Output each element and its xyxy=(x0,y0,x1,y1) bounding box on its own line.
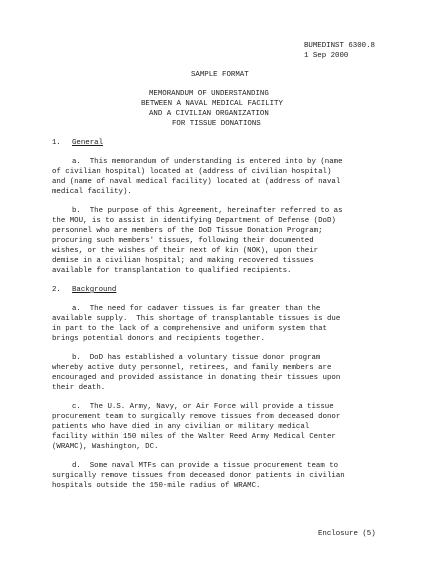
paragraph-line: (WRAMC), Washington, DC. xyxy=(52,443,159,451)
paragraph-line: procurement team to surgically remove tissues from deceased donor xyxy=(52,413,341,421)
paragraph-line: c. The U.S. Army, Navy, or Air Force will provide a tissue xyxy=(72,403,334,411)
paragraph-line: patients who have died in any civilian or military medical xyxy=(52,423,310,431)
paragraph-line: encouraged and provided assistance in donating their tissues upon xyxy=(52,374,341,382)
instruction-number: BUMEDINST 6300.8 xyxy=(304,42,375,50)
title-line: AND A CIVILIAN ORGANIZATION xyxy=(149,110,269,118)
paragraph-line: demise in a civilian hospital; and making recovered tissues xyxy=(52,257,314,265)
paragraph-line: surgically remove tissues from deceased donor patients in civilian xyxy=(52,472,345,480)
paragraph-line: the MOU, is to assist in identifying Department of Defense (DoD) xyxy=(52,217,336,225)
paragraph-line: of civilian hospital) located at (address of civilian hospital) xyxy=(52,168,332,176)
title-line: MEMORANDUM OF UNDERSTANDING xyxy=(149,90,269,98)
paragraph-line: facility within 150 miles of the Walter Reed Army Medical Center xyxy=(52,433,336,441)
paragraph-line: a. This memorandum of understanding is entered into by (name xyxy=(72,158,343,166)
paragraph-line: their death. xyxy=(52,384,106,392)
paragraph-line: d. Some naval MTFs can provide a tissue procurement team to xyxy=(72,462,339,470)
sample-format-label: SAMPLE FORMAT xyxy=(191,71,249,79)
section-number: 1. xyxy=(52,139,61,147)
paragraph-line: hospitals outside the 150-mile radius of WRAMC. xyxy=(52,482,261,490)
section-number: 2. xyxy=(52,286,61,294)
section-heading: Background xyxy=(72,286,117,294)
paragraph-line: b. DoD has established a voluntary tissue donor program xyxy=(72,354,321,362)
paragraph-line: available supply. This shortage of transplantable tissues is due xyxy=(52,315,341,323)
title-line: FOR TISSUE DONATIONS xyxy=(172,120,261,128)
enclosure-label: Enclosure (5) xyxy=(318,530,376,538)
paragraph-line: in part to the lack of a comprehensive and uniform system that xyxy=(52,325,327,333)
paragraph-line: a. The need for cadaver tissues is far greater than the xyxy=(72,305,321,313)
paragraph-line: b. The purpose of this Agreement, hereinafter referred to as xyxy=(72,207,343,215)
paragraph-line: whereby active duty personnel, retirees, and family members are xyxy=(52,364,332,372)
title-line: BETWEEN A NAVAL MEDICAL FACILITY xyxy=(141,100,283,108)
section-heading: General xyxy=(72,139,104,147)
paragraph-line: brings potential donors and recipients together. xyxy=(52,335,265,343)
paragraph-line: personnel who are members of the DoD Tissue Donation Program; xyxy=(52,227,323,235)
paragraph-line: procuring such members' tissues, following their documented xyxy=(52,237,314,245)
paragraph-line: and (name of naval medical facility) located at (address of naval xyxy=(52,178,341,186)
paragraph-line: available for transplantation to qualified recipients. xyxy=(52,267,292,275)
instruction-date: 1 Sep 2000 xyxy=(304,52,349,60)
paragraph-line: medical facility). xyxy=(52,188,132,196)
paragraph-line: wishes, or the wishes of their next of kin (NOK), upon their xyxy=(52,247,319,255)
